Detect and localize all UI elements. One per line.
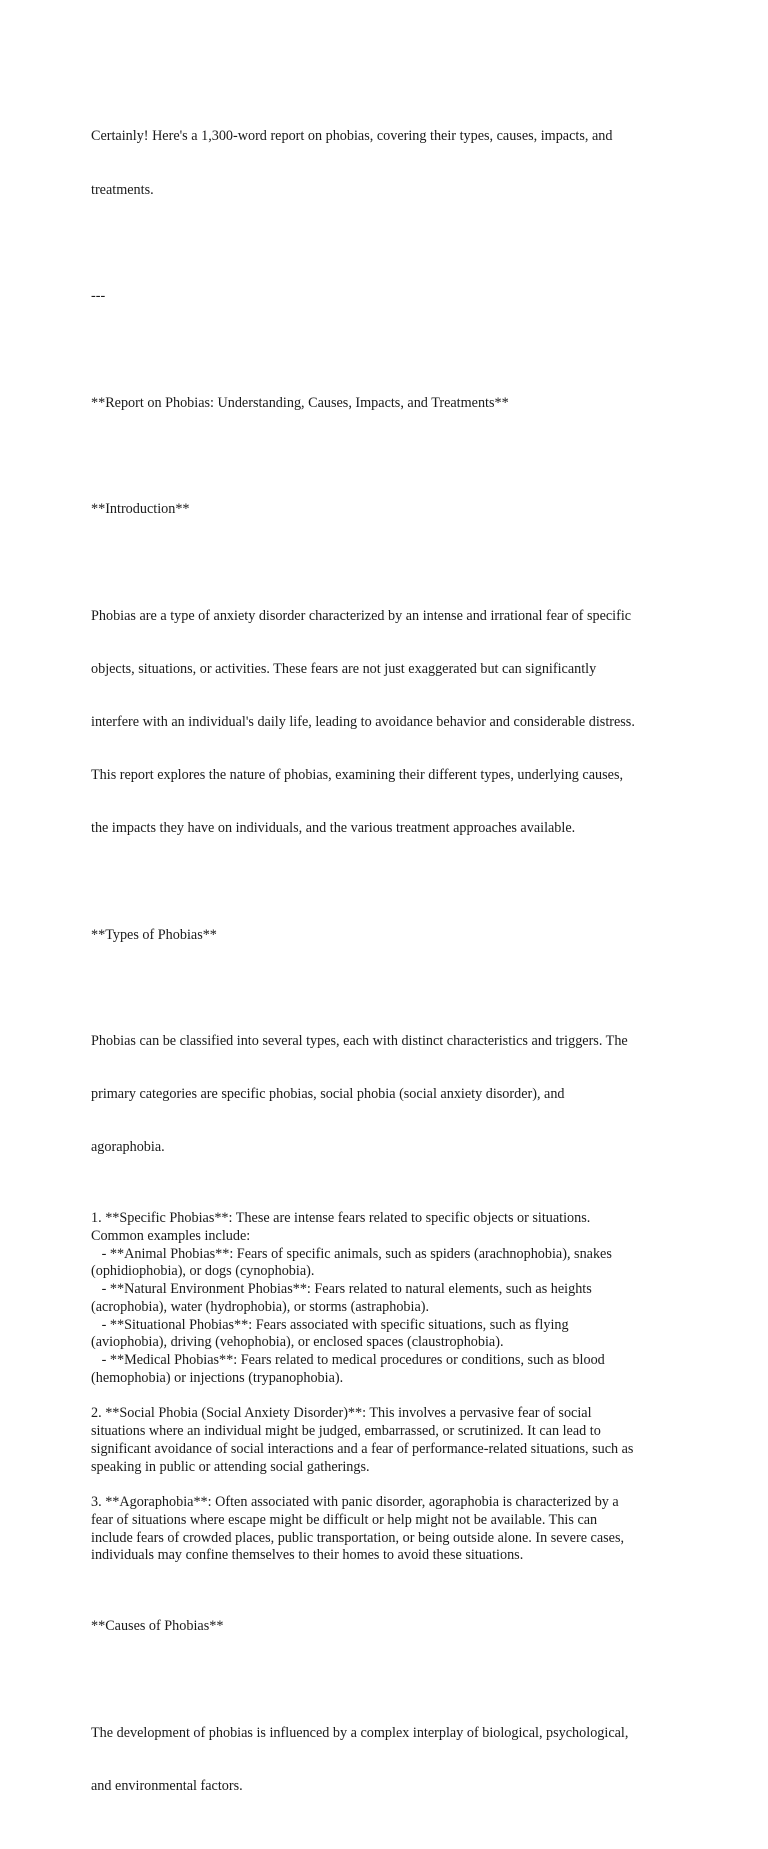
separator	[91, 253, 691, 342]
text-line: interfere with an individual's daily life, leading to avoidance behavior and considerable distress.	[91, 713, 635, 730]
sub-list-line: - **Animal Phobias**: Fears of specific animals, such as spiders (arachnophobia), snakes	[91, 1245, 612, 1262]
text-line: Phobias are a type of anxiety disorder characterized by an intense and irrational fear of specific	[91, 607, 632, 624]
causes-paragraph	[91, 1690, 691, 1832]
text-line: include fears of crowded places, public transportation, or being outside alone. In severe cases,	[91, 1529, 625, 1546]
introduction-heading	[91, 466, 691, 555]
social-phobia-item	[91, 1405, 691, 1476]
text-line: 3. **Agoraphobia**: Often associated with panic disorder, agoraphobia is characterized by a	[91, 1494, 619, 1511]
text-line: This report explores the nature of phobias, examining their different types, underlying causes,	[91, 766, 624, 783]
heading-text: **Introduction**	[91, 501, 190, 518]
text-line: (hemophobia) or injections (trypanophobia).	[91, 1369, 344, 1386]
types-heading	[91, 891, 691, 980]
text-line: and environmental factors.	[91, 1778, 243, 1795]
specific-phobias-item	[91, 1210, 691, 1387]
separator-text: ---	[91, 288, 106, 305]
text-line: fear of situations where escape might be difficult or help might not be available. This can	[91, 1511, 598, 1528]
text-line: 1. **Specific Phobias**: These are intense fears related to specific objects or situations.	[91, 1210, 591, 1227]
text-line: speaking in public or attending social gatherings.	[91, 1458, 370, 1475]
text-line: Phobias can be classified into several types, each with distinct characteristics and triggers. The	[91, 1033, 628, 1050]
heading-text: **Causes of Phobias**	[91, 1618, 224, 1635]
sub-list-line: - **Situational Phobias**: Fears associated with specific situations, such as flying	[91, 1316, 569, 1333]
text-line: significant avoidance of social interactions and a fear of performance-related situations, such as	[91, 1440, 634, 1457]
text-line: (acrophobia), water (hydrophobia), or storms (astraphobia).	[91, 1298, 430, 1315]
text-line: objects, situations, or activities. These fears are not just exaggerated but can significantly	[91, 660, 597, 677]
text-line: situations where an individual might be judged, embarrassed, or scrutinized. It can lead to	[91, 1423, 601, 1440]
text-line: treatments.	[91, 181, 154, 198]
text-line: individuals may confine themselves to their homes to avoid these situations.	[91, 1547, 524, 1564]
introduction-paragraph	[91, 572, 691, 873]
report-title	[91, 359, 691, 448]
sub-list-line: - **Natural Environment Phobias**: Fears related to natural elements, such as heights	[91, 1281, 592, 1298]
types-intro-paragraph	[91, 998, 691, 1193]
text-line: the impacts they have on individuals, and the various treatment approaches available.	[91, 820, 576, 837]
text-line: Certainly! Here's a 1,300-word report on phobias, covering their types, causes, impacts, and	[91, 128, 613, 145]
sub-list-line: - **Medical Phobias**: Fears related to medical procedures or conditions, such as blood	[91, 1352, 605, 1368]
text-line: The development of phobias is influenced by a complex interplay of biological, psychological,	[91, 1724, 629, 1741]
agoraphobia-item	[91, 1494, 691, 1565]
text-line: Common examples include:	[91, 1228, 251, 1245]
text-line: (aviophobia), driving (vehophobia), or enclosed spaces (claustrophobia).	[91, 1334, 504, 1351]
report-title-text: **Report on Phobias: Understanding, Causes, Impacts, and Treatments**	[91, 394, 509, 411]
heading-text: **Types of Phobias**	[91, 926, 217, 943]
causes-heading	[91, 1583, 691, 1672]
text-line: agoraphobia.	[91, 1139, 165, 1156]
text-line: primary categories are specific phobias, social phobia (social anxiety disorder), and	[91, 1086, 565, 1103]
document-page	[91, 93, 691, 1849]
text-line: (ophidiophobia), or dogs (cynophobia).	[91, 1263, 315, 1280]
intro-paragraph	[91, 93, 691, 235]
text-line: 2. **Social Phobia (Social Anxiety Disorder)**: This involves a pervasive fear of social	[91, 1405, 592, 1422]
